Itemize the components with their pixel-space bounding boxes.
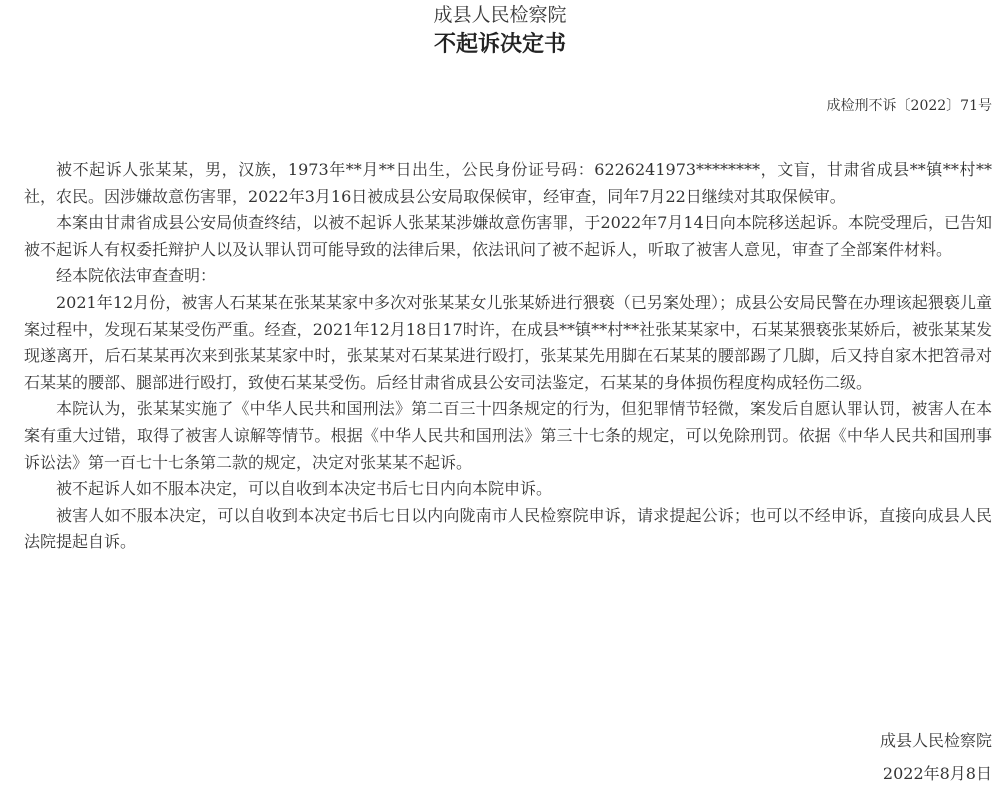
paragraph-decision: 本院认为，张某某实施了《中华人民共和国刑法》第二百三十四条规定的行为，但犯罪情节轻微，案发后自愿认罪认罚，被害人在本案有重大过错，取得了被害人谅解等情节。根据《中华人民共和国刑法》第三十七条的规定，可以免除刑罚。依据《中华人民共和国刑事诉讼法》第一百七十七条第二款的规定，决定对张某某不起诉。 bbox=[24, 399, 992, 472]
paragraph-case-transfer: 本案由甘肃省成县公安局侦查终结，以被不起诉人张某某涉嫌故意伤害罪，于2022年7月14日向本院移送起诉。本院受理后，已告知被不起诉人有权委托辩护人以及认罪认罚可能导致的法律后果，依法讯问了被不起诉人，听取了被害人意见，审查了全部案件材料。 bbox=[24, 213, 992, 259]
document-body bbox=[24, 157, 992, 556]
paragraph-findings-intro: 经本院依法审查查明： bbox=[56, 266, 217, 286]
signature-date: 2022年8月8日 bbox=[882, 764, 992, 783]
document-number: 成检刑不诉〔2022〕71号 bbox=[826, 98, 992, 114]
issuing-organization: 成县人民检察院 bbox=[433, 4, 567, 26]
paragraph-facts: 2021年12月份，被害人石某某在张某某家中多次对张某某女儿张某娇进行猥亵（已另案处理）；成县公安局民警在办理该起猥亵儿童案过程中，发现石某某受伤严重。经查，2021年12月18日17时许，在成县**镇**村**社张某某家中，石某某猥亵张某娇后，被张某某发现遂离开，后石某某再次来到张某某家中时，张某某对石某某进行殴打，张某某先用脚在石某某的腰部踢了几脚，后又持自家木把笤帚对石某某的腰部、腿部进行殴打，致使石某某受伤。后经甘肃省成县公安司法鉴定，石某某的身体损伤程度构成轻伤二级。 bbox=[24, 292, 992, 392]
paragraph-victim-appeal: 被害人如不服本决定，可以自收到本决定书后七日以内向陇南市人民检察院申诉，请求提起公诉；也可以不经申诉，直接向成县人民法院提起自诉。 bbox=[24, 505, 992, 552]
paragraph-defendant-info: 被不起诉人张某某，男，汉族，1973年**月**日出生，公民身份证号码：6226241973********，文盲，甘肃省成县**镇**村**社，农民。因涉嫌故意伤害罪，2022年3月16日被成县公安局取保候审，经审查，同年7月22日继续对其取保候审。 bbox=[24, 160, 992, 206]
paragraph-defendant-appeal: 被不起诉人如不服本决定，可以自收到本决定书后七日内向本院申诉。 bbox=[56, 479, 553, 499]
signature-organization: 成县人民检察院 bbox=[879, 731, 992, 750]
document-title: 不起诉决定书 bbox=[433, 31, 566, 57]
